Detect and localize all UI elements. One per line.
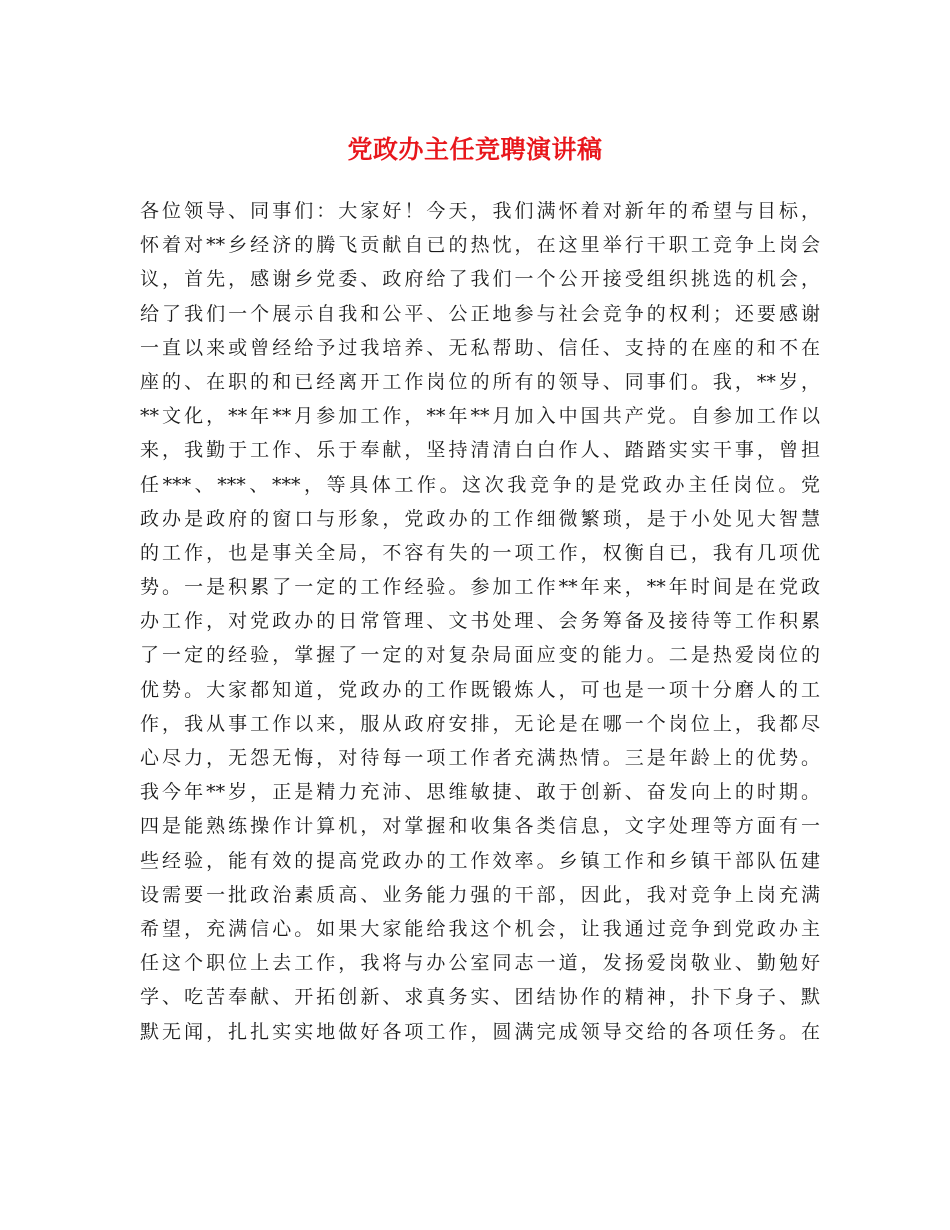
text-line: 作，我从事工作以来，服从政府安排，无论是在哪一个岗位上，我都尽	[140, 712, 820, 735]
text-line: 任***、***、***，等具体工作。这次我竞争的是党政办主任岗位。党	[140, 473, 820, 496]
text-line: 心尽力，无怨无悔，对待每一项工作者充满热情。三是年龄上的优势。	[140, 747, 820, 769]
text-line: 些经验，能有效的提高党政办的工作效率。乡镇工作和乡镇干部队伍建	[140, 849, 820, 872]
text-line: 了一定的经验，掌握了一定的对复杂局面应变的能力。二是热爱岗位的	[140, 644, 820, 667]
text-line: 给了我们一个展示自我和公平、公正地参与社会竞争的权利；还要感谢	[140, 302, 820, 325]
speech-body	[140, 194, 820, 1049]
text-line: 的工作，也是事关全局，不容有失的一项工作，权衡自已，我有几项优	[140, 541, 820, 564]
text-line: 我今年**岁，正是精力充沛、思维敏捷、敢于创新、奋发向上的时期。	[140, 781, 820, 804]
text-line: 四是能熟练操作计算机，对掌握和收集各类信息，文字处理等方面有一	[140, 815, 820, 838]
text-line: 学、吃苦奉献、开拓创新、求真务实、团结协作的精神，扑下身子、默	[140, 986, 820, 1009]
text-line: 势。一是积累了一定的工作经验。参加工作**年来，**年时间是在党政	[140, 576, 820, 599]
text-line: 政办是政府的窗口与形象，党政办的工作细微繁琐，是于小处见大智慧	[140, 507, 820, 530]
text-line: 来，我勤于工作、乐于奉献，坚持清清白白作人、踏踏实实干事，曾担	[140, 439, 820, 462]
text-line: 议，首先，感谢乡党委、政府给了我们一个公开接受组织挑选的机会，	[140, 268, 820, 291]
text-line: 默无闻，扎扎实实地做好各项工作，圆满完成领导交给的各项任务。在	[140, 1020, 820, 1043]
text-line: 座的、在职的和已经离开工作岗位的所有的领导、同事们。我，**岁，	[140, 370, 820, 393]
text-line: 一直以来或曾经给予过我培养、无私帮助、信任、支持的在座的和不在	[140, 336, 820, 359]
text-line: 各位领导、同事们：大家好！今天，我们满怀着对新年的希望与目标，	[140, 200, 820, 222]
page-title: 党政办主任竞聘演讲稿	[347, 135, 603, 164]
text-line: 怀着对**乡经济的腾飞贡献自已的热忱，在这里举行干职工竞争上岗会	[140, 234, 820, 257]
text-line: 办工作，对党政办的日常管理、文书处理、会务筹备及接待等工作积累	[140, 610, 820, 633]
text-line: 优势。大家都知道，党政办的工作既锻炼人，可也是一项十分磨人的工	[140, 678, 820, 701]
text-line: 希望，充满信心。如果大家能给我这个机会，让我通过竞争到党政办主	[140, 917, 820, 940]
text-line: 任这个职位上去工作，我将与办公室同志一道，发扬爱岗敬业、勤勉好	[140, 952, 820, 975]
text-line: 设需要一批政治素质高、业务能力强的干部，因此，我对竞争上岗充满	[140, 883, 820, 906]
text-line: **文化，**年**月参加工作，**年**月加入中国共产党。自参加工作以	[140, 405, 820, 428]
